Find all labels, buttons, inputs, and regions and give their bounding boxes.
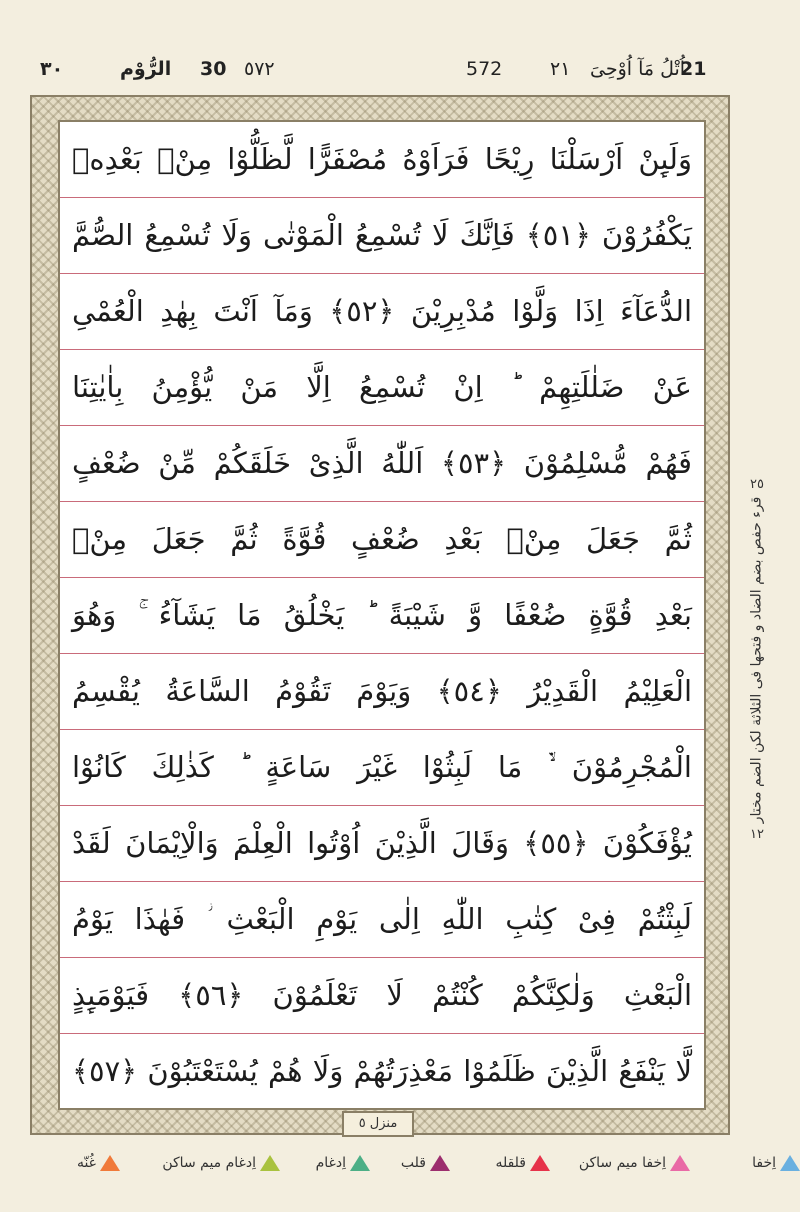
text-line-4: عَنْ ضَلٰلَتِهِمْ ؕ اِنْ تُسْمِعُ اِلَّا مَنْ یُّؤْمِنُ بِاٰیٰتِنَا xyxy=(60,350,704,426)
legend-item-ikhfa-meem: اِخفا میم ساکن xyxy=(550,1150,690,1180)
margin-note xyxy=(736,440,776,880)
text-line-12: الْبَعْثِ وَلٰكِنَّكُمْ كُنْتُمْ لَا تَعْلَمُوْنَ ﴿٥٦﴾ فَیَوْمَىِٕذٍ xyxy=(60,958,704,1034)
side-top-mark: ٢٥ xyxy=(750,477,764,492)
triangle-icon xyxy=(780,1155,800,1171)
tajweed-legend xyxy=(0,1150,800,1180)
legend-item-ghunna: غُنّه xyxy=(10,1150,120,1180)
text-line-5: فَهُمْ مُّسْلِمُوْنَ ﴿٥٣﴾ اَللّٰهُ الَّذِیْ خَلَقَكُمْ مِّنْ ضُعْفٍ xyxy=(60,426,704,502)
triangle-icon xyxy=(350,1155,370,1171)
text-line-13: لَّا یَنْفَعُ الَّذِیْنَ ظَلَمُوْا مَعْذِرَتُهُمْ وَلَا هُمْ یُسْتَعْتَبُوْنَ ﴿٥٧﴾ xyxy=(72,1054,692,1088)
juz-name: اُتْلُ مَآ اُوْحِیَ xyxy=(590,58,686,80)
text-line-11: لَبِثْتُمْ فِیْ كِتٰبِ اللّٰهِ اِلٰى یَوْمِ الْبَعْثِ ؗ فَهٰذَا یَوْمُ xyxy=(60,882,704,958)
legend-item-idgham-meem: اِدغام میم ساکن xyxy=(130,1150,280,1180)
text-panel xyxy=(58,120,706,1110)
page-number: 572 xyxy=(466,58,503,80)
triangle-icon xyxy=(100,1155,120,1171)
page-header xyxy=(0,58,800,92)
triangle-icon xyxy=(430,1155,450,1171)
legend-item-idgham: اِدغام xyxy=(280,1150,370,1180)
text-line-2: یَكْفُرُوْنَ ﴿٥١﴾ فَاِنَّكَ لَا تُسْمِعُ الْمَوْتٰى وَلَا تُسْمِعُ الصُّمَّ xyxy=(60,198,704,274)
text-line-8: الْعَلِیْمُ الْقَدِیْرُ ﴿٥٤﴾ وَیَوْمَ تَقُوْمُ السَّاعَةُ یُقْسِمُ xyxy=(60,654,704,730)
surah-name: الرُّوْم xyxy=(120,58,172,80)
text-line-7: بَعْدِ قُوَّةٍ ضُعْفًا وَّ شَیْبَةً ؕ یَخْلُقُ مَا یَشَآءُ ۚ وَهُوَ xyxy=(60,578,704,654)
legend-item-qalqala: قلقله xyxy=(450,1150,550,1180)
surah-number-arabic: ٣٠ xyxy=(40,58,64,80)
margin-note-number: ١٢ xyxy=(750,827,764,842)
legend-item-ikhfa: اِخفا xyxy=(690,1150,800,1180)
text-line-9: الْمُجْرِمُوْنَ ۙ۬ مَا لَبِثُوْا غَیْرَ سَاعَةٍ ؕ كَذٰلِكَ كَانُوْا xyxy=(60,730,704,806)
text-line-6: ثُمَّ جَعَلَ مِنْۢ بَعْدِ ضُعْفٍ قُوَّةً ثُمَّ جَعَلَ مِنْۢ xyxy=(60,502,704,578)
manzil-label: منزل ٥ xyxy=(342,1111,414,1137)
juz-number: 21 xyxy=(680,58,707,80)
triangle-icon xyxy=(670,1155,690,1171)
text-line-3: الدُّعَآءَ اِذَا وَلَّوْا مُدْبِرِیْنَ ﴿٥٢﴾ وَمَآ اَنْتَ بِهٰدِ الْعُمْیِ xyxy=(60,274,704,350)
surah-number: 30 xyxy=(200,58,227,80)
legend-item-qalb: قلب xyxy=(370,1150,450,1180)
triangle-icon xyxy=(260,1155,280,1171)
text-line-1: وَلَىِٕنْ اَرْسَلْنَا رِیْحًا فَرَاَوْهُ مُصْفَرًّا لَّظَلُّوْا مِنْۢ بَعْدِهٖ xyxy=(60,122,704,198)
juz-number-arabic: ٢١ xyxy=(550,58,571,80)
triangle-icon xyxy=(530,1155,550,1171)
page-number-arabic: ٥٧٢ xyxy=(244,58,275,80)
margin-note-text: قرء حفص بضم الضاد و فتحها فی الثلاثة لكن الضم مختار xyxy=(748,496,764,824)
text-line-10: یُؤْفَكُوْنَ ﴿٥٥﴾ وَقَالَ الَّذِیْنَ اُوْتُوا الْعِلْمَ وَالْاِیْمَانَ لَقَدْ xyxy=(60,806,704,882)
